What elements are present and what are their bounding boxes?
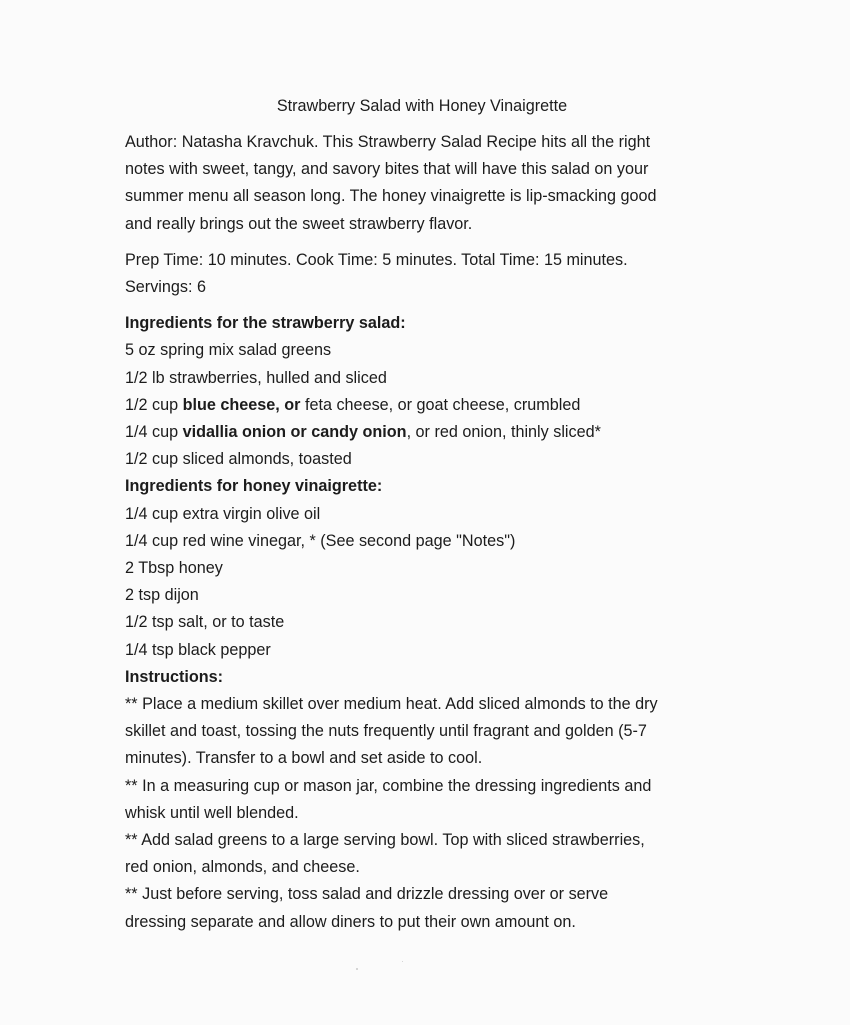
- instruction-step: [125, 881, 735, 935]
- onion-prefix: 1/4 cup: [125, 423, 183, 442]
- ingredient-item: 1/2 cup sliced almonds, toasted: [125, 450, 352, 469]
- salad-ingredients: [125, 310, 735, 473]
- scan-speck: [356, 968, 358, 970]
- step-line: ** Just before serving, toss salad and drizzle dressing over or serve: [125, 885, 609, 904]
- cheese-prefix: 1/2 cup: [125, 395, 183, 414]
- ingredient-item: 2 Tbsp honey: [125, 559, 223, 578]
- intro-line: and really brings out the sweet strawberry flavor.: [125, 214, 473, 233]
- intro-line: summer menu all season long. The honey vinaigrette is lip-smacking good: [125, 187, 657, 206]
- ingredient-item-cheese: [125, 392, 735, 419]
- step-line: skillet and toast, tossing the nuts frequently until fragrant and golden (5-7: [125, 722, 647, 741]
- ingredient-item-onion: [125, 419, 735, 446]
- step-line: ** Add salad greens to a large serving bowl. Top with sliced strawberries,: [125, 831, 645, 850]
- step-line: red onion, almonds, and cheese.: [125, 858, 360, 877]
- vinaigrette-ingredients: [125, 473, 735, 663]
- instructions-heading: Instructions:: [125, 667, 224, 686]
- servings-info: Servings: 6: [125, 278, 206, 297]
- step-line: dressing separate and allow diners to put their own amount on.: [125, 912, 576, 931]
- salad-heading: Ingredients for the strawberry salad:: [125, 314, 406, 333]
- scan-speck: [402, 961, 403, 962]
- vinaigrette-heading: Ingredients for honey vinaigrette:: [125, 477, 383, 496]
- ingredient-item: 1/4 cup red wine vinegar, * (See second page "Notes"): [125, 531, 516, 550]
- instruction-step: [125, 773, 735, 827]
- step-line: ** In a measuring cup or mason jar, combine the dressing ingredients and: [125, 776, 652, 795]
- recipe-page: [125, 93, 735, 936]
- recipe-title: Strawberry Salad with Honey Vinaigrette: [276, 97, 568, 115]
- onion-bold: vidallia onion or candy onion: [182, 423, 407, 442]
- intro-line: Author: Natasha Kravchuk. This Strawberry Salad Recipe hits all the right: [125, 133, 651, 151]
- step-line: whisk until well blended.: [125, 803, 299, 822]
- recipe-times: [125, 247, 735, 301]
- ingredient-item: 2 tsp dijon: [125, 586, 199, 605]
- instruction-step: [125, 827, 735, 881]
- step-line: minutes). Transfer to a bowl and set aside to cool.: [125, 749, 483, 768]
- instructions: [125, 664, 735, 936]
- ingredient-item: 1/4 tsp black pepper: [125, 640, 271, 659]
- time-info: Prep Time: 10 minutes. Cook Time: 5 minutes. Total Time: 15 minutes.: [125, 250, 628, 269]
- ingredient-item: 5 oz spring mix salad greens: [125, 341, 332, 360]
- instruction-step: [125, 691, 735, 773]
- ingredient-item: 1/2 lb strawberries, hulled and sliced: [125, 368, 387, 387]
- cheese-bold: blue cheese, or: [182, 395, 301, 414]
- intro-line: notes with sweet, tangy, and savory bites that will have this salad on your: [125, 160, 649, 179]
- ingredient-item: 1/2 tsp salt, or to taste: [125, 613, 285, 632]
- recipe-intro: [125, 129, 735, 238]
- cheese-suffix: feta cheese, or goat cheese, crumbled: [300, 395, 581, 414]
- onion-suffix: , or red onion, thinly sliced*: [406, 423, 601, 442]
- ingredient-item: 1/4 cup extra virgin olive oil: [125, 504, 321, 523]
- step-line: ** Place a medium skillet over medium heat. Add sliced almonds to the dry: [125, 695, 658, 714]
